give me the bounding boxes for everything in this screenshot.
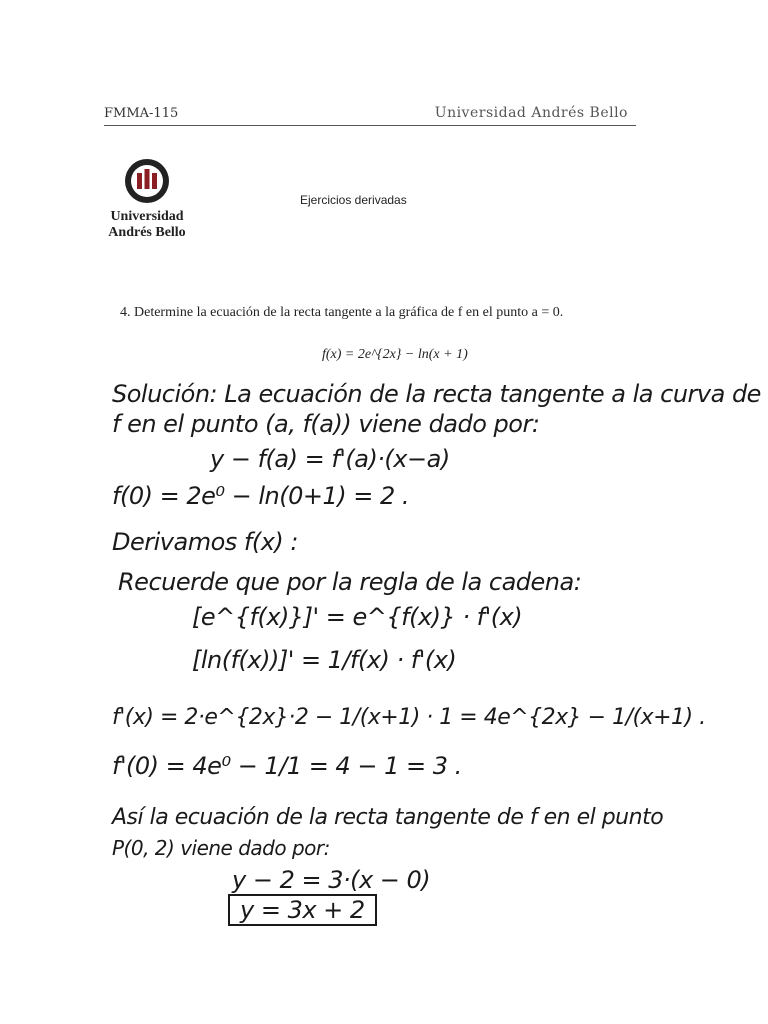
header-rule xyxy=(104,125,636,126)
derivative-expression: f'(x) = 2·e^{2x}·2 − 1/(x+1) · 1 = 4e^{2x} − 1/(x+1) . xyxy=(112,705,706,730)
sheet-title: Ejercicios derivadas xyxy=(300,193,407,207)
logo-line-1: Universidad xyxy=(110,209,184,224)
final-answer: y = 3x + 2 xyxy=(228,894,377,926)
university-header: Universidad Andrés Bello xyxy=(434,105,628,121)
chain-rule-heading: Recuerde que por la regla de la cadena: xyxy=(118,568,582,596)
logo-line-2: Andrés Bello xyxy=(108,225,186,240)
course-code: FMMA-115 xyxy=(104,106,179,121)
university-logo xyxy=(107,157,187,241)
f-of-zero: f(0) = 2e⁰ − ln(0+1) = 2 . xyxy=(112,482,409,510)
conclusion-line-1: Así la ecuación de la recta tangente de f en el punto xyxy=(112,805,664,830)
chain-rule-ln: [ln(f(x))]' = 1/f(x) · f'(x) xyxy=(192,646,457,674)
problem-function: f(x) = 2e^{2x} − ln(x + 1) xyxy=(322,347,468,362)
chain-rule-exp: [e^{f(x)}]' = e^{f(x)} · f'(x) xyxy=(192,603,523,631)
problem-statement: 4. Determine la ecuación de la recta tangente a la gráfica de f en el punto a = 0. xyxy=(120,305,564,320)
conclusion-line-2: P(0, 2) viene dado por: xyxy=(112,836,330,860)
solution-line-1: Solución: La ecuación de la recta tangente a la curva de xyxy=(112,380,761,408)
derivative-at-zero: f'(0) = 4e⁰ − 1/1 = 4 − 1 = 3 . xyxy=(112,752,462,780)
derive-heading: Derivamos f(x) : xyxy=(112,528,298,556)
solution-line-2: f en el punto (a, f(a)) viene dado por: xyxy=(112,410,540,438)
tangent-formula: y − f(a) = f'(a)·(x−a) xyxy=(210,445,450,473)
logo-emblem-icon xyxy=(107,157,187,205)
tangent-with-values: y − 2 = 3·(x − 0) xyxy=(232,866,431,894)
